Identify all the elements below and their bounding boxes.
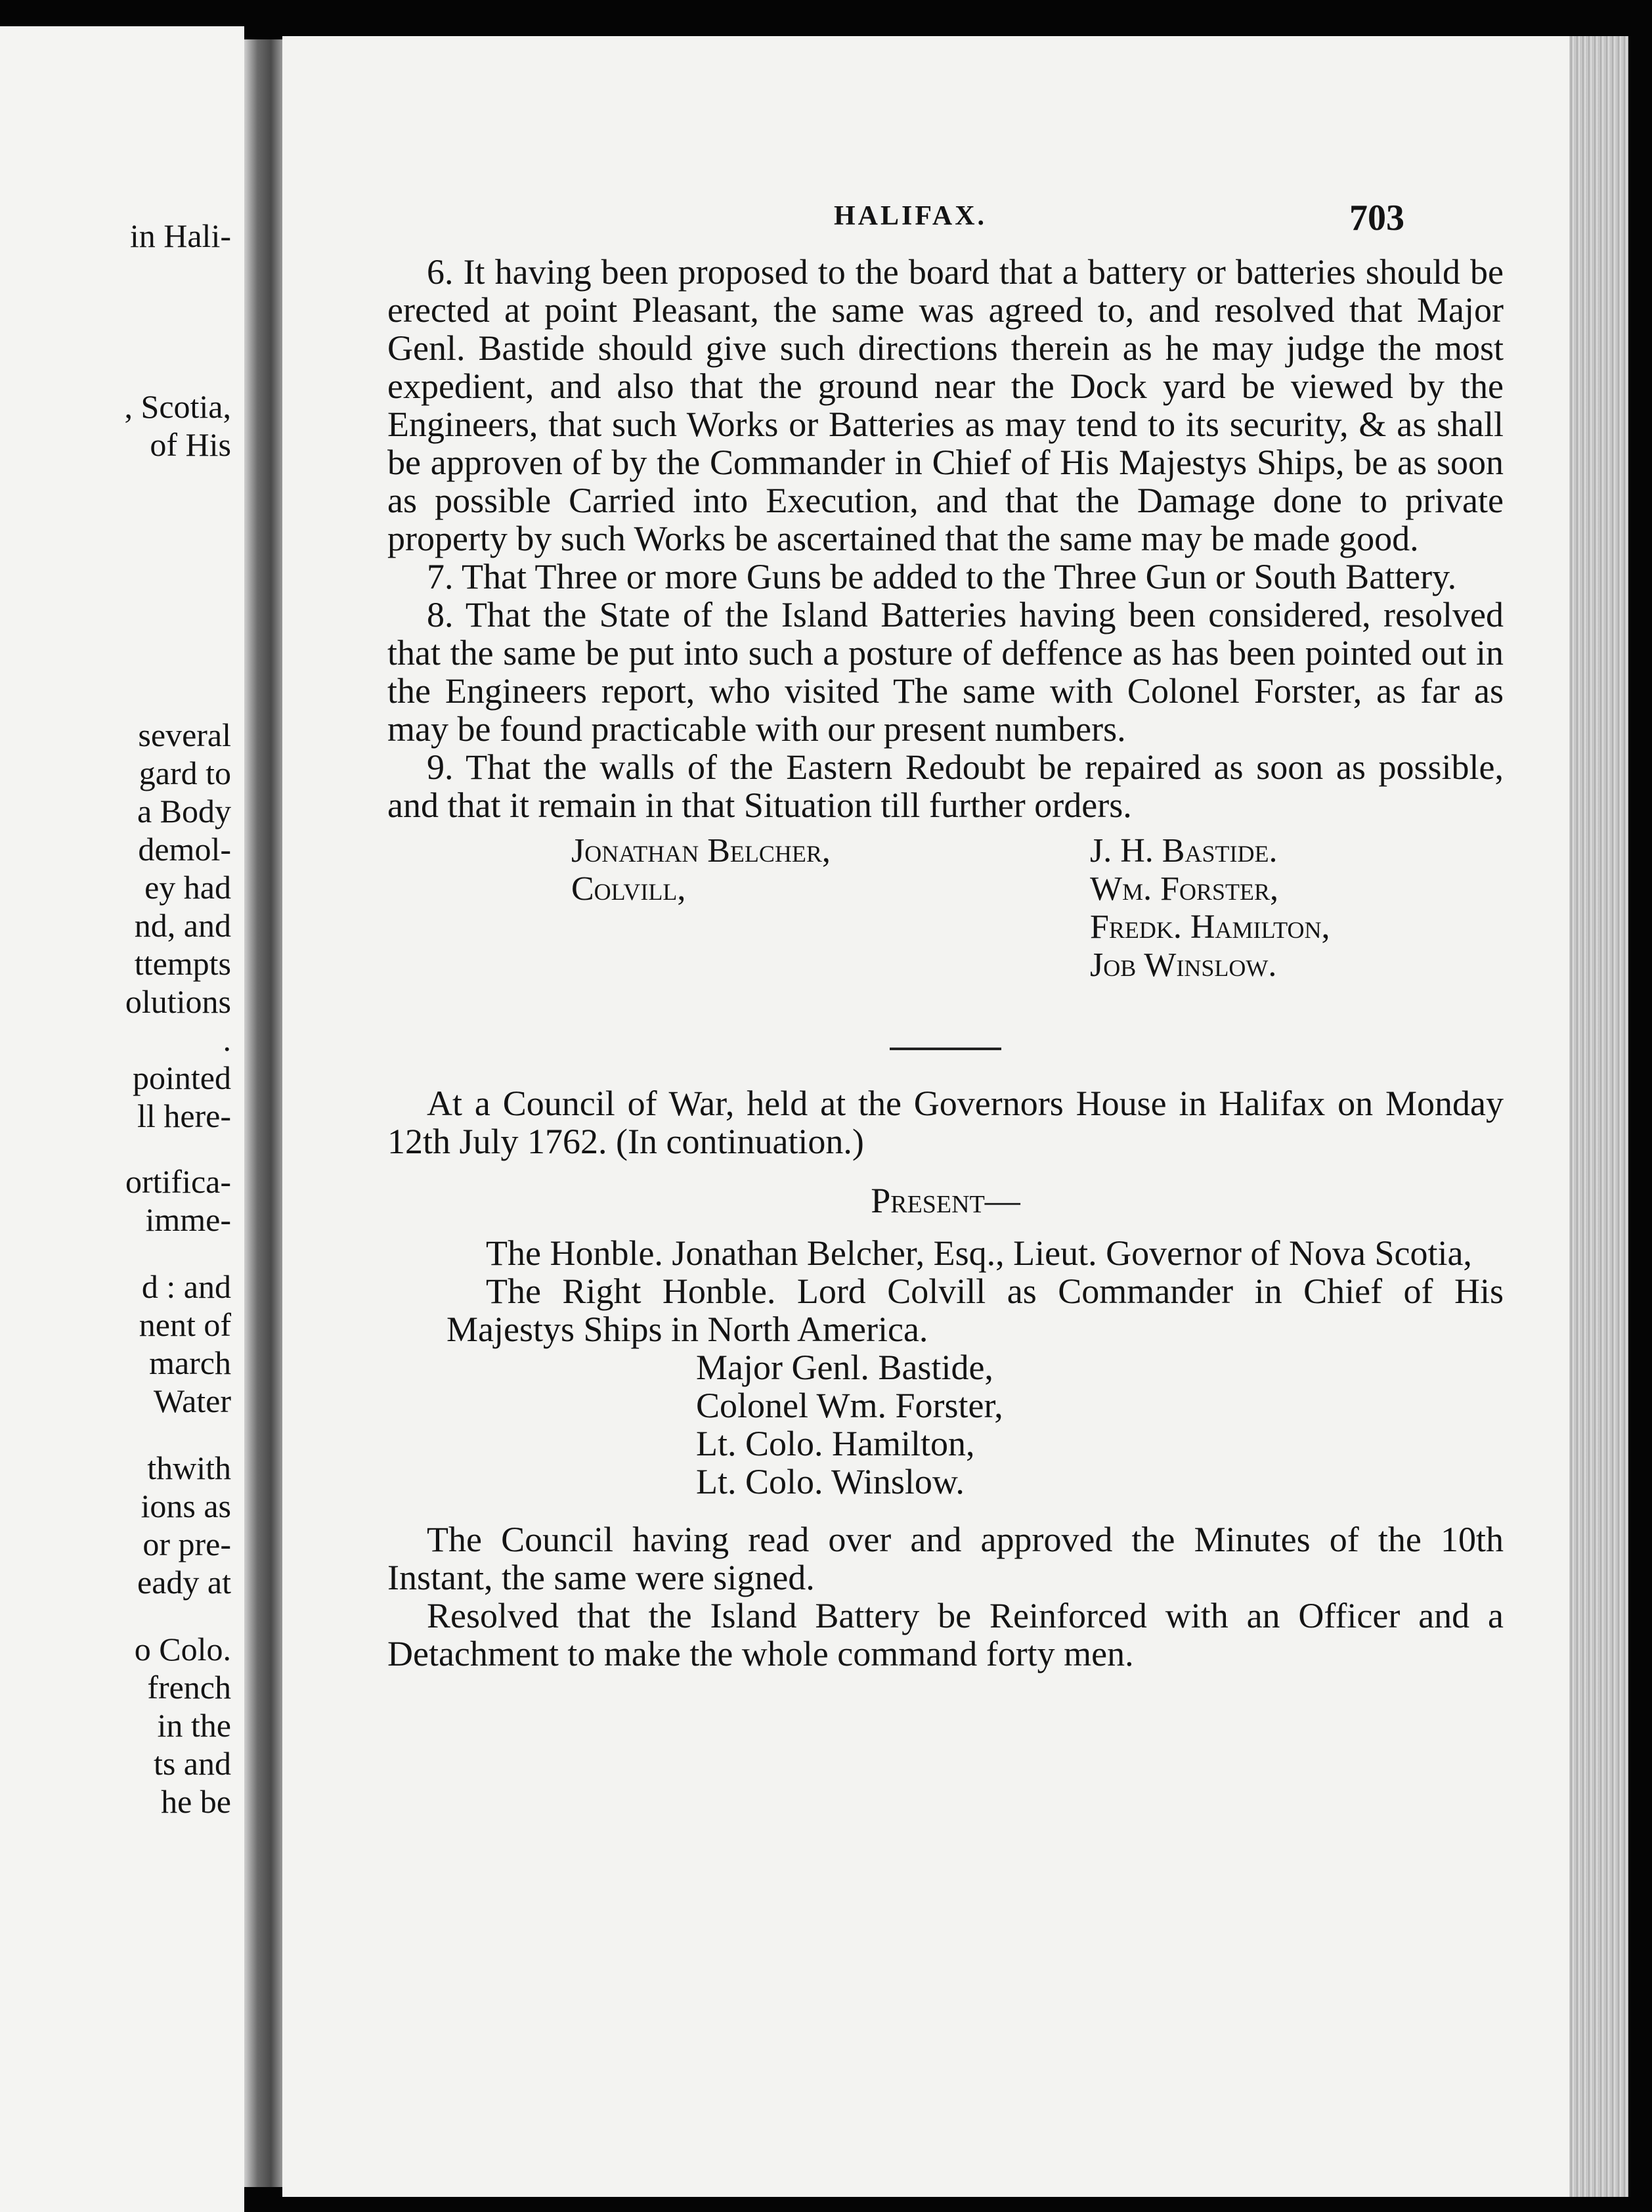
left-page-line: ions as (141, 1488, 231, 1524)
left-page-line: he be (161, 1783, 231, 1820)
signature: Job Winslow. (1090, 946, 1277, 984)
left-page-line: march (149, 1344, 231, 1381)
left-page-line: Water (153, 1382, 231, 1419)
left-page-line: or pre- (142, 1526, 231, 1562)
paragraph-7: 7. That Three or more Guns be added to the Three Gun or South Battery. (427, 557, 1457, 596)
signature: Fredk. Hamilton, (1090, 908, 1330, 946)
council-officer: Lt. Colo. Hamilton, (696, 1424, 975, 1463)
left-page-line: o Colo. (134, 1631, 231, 1668)
signatures-right (1090, 832, 1330, 984)
left-page-line: d : and (141, 1268, 231, 1305)
page-number: 703 (1349, 198, 1404, 238)
present-label: Present— (871, 1181, 1020, 1220)
left-page-line: thwith (147, 1449, 231, 1486)
body-text (387, 253, 1504, 1673)
council-member: The Right Honble. Lord Colvill as Commander in Chief of His Majestys Ships in North America. (446, 1272, 1504, 1349)
left-page-line: eady at (137, 1564, 231, 1601)
signature: Wm. Forster, (1090, 870, 1279, 908)
council-officer: Colonel Wm. Forster, (696, 1386, 1003, 1425)
signature: Colvill, (571, 870, 686, 908)
left-page-line: nent of (139, 1306, 231, 1343)
council-officer: Major Genl. Bastide, (696, 1348, 993, 1387)
left-page-line: in Hali- (129, 217, 231, 254)
paragraph-9: 9. That the walls of the Eastern Redoubt be repaired as soon as possible, and that it remain in that Situation till further orders. (387, 747, 1504, 825)
left-page-line: nd, and (134, 907, 231, 944)
left-page-line: of His (150, 426, 231, 463)
left-page-line: . (223, 1021, 231, 1058)
council-member: The Honble. Jonathan Belcher, Esq., Lieut. Governor of Nova Scotia, (486, 1233, 1472, 1273)
left-page-line: several (138, 717, 231, 753)
left-page-line: ortifica- (125, 1163, 231, 1200)
left-page-line: imme- (145, 1201, 231, 1238)
left-page-line: demol- (138, 831, 231, 868)
left-page-line: in the (157, 1707, 231, 1744)
left-page-line: pointed (133, 1059, 231, 1096)
council-heading: At a Council of War, held at the Governors House in Halifax on Monday 12th July 1762. (In continuation.) (387, 1084, 1504, 1161)
left-page-line: ts and (153, 1745, 231, 1782)
signatures (387, 832, 1504, 1029)
left-page (0, 26, 244, 2212)
section-divider (890, 1048, 1001, 1050)
page-edge (1569, 36, 1628, 2197)
right-page (282, 36, 1628, 2197)
book-gutter (244, 39, 282, 2187)
left-page-line: french (147, 1669, 231, 1706)
paragraph-6: 6. It having been proposed to the board that a battery or batteries should be erected at point Pleasant, the same was agreed to, and resolved that Major Genl. Bastide should give such directions therein as he may judge the most expedient, and also that the ground near the Dock yard be viewed by the Engineers, that such Works or Batteries as may tend to its security, & as shall be approven of by the Commander in Chief of His Majestys Ships, be as soon as possible Carried into Execution, and that the Damage done to private property by such Works be ascertained that the same may be made good. (387, 252, 1504, 558)
left-page-line: , Scotia, (124, 388, 231, 425)
signature: J. H. Bastide. (1090, 832, 1278, 870)
council-officer: Lt. Colo. Winslow. (696, 1462, 965, 1501)
resolution: Resolved that the Island Battery be Reinforced with an Officer and a Detachment to make the whole command forty men. (387, 1596, 1504, 1673)
resolution: The Council having read over and approved the Minutes of the 10th Instant, the same were signed. (387, 1520, 1504, 1597)
left-page-line: olutions (125, 983, 231, 1020)
left-page-line: gard to (139, 755, 231, 791)
left-page-line: ey had (144, 869, 231, 906)
left-page-line: a Body (137, 793, 231, 830)
left-page-line: ttempts (134, 945, 231, 982)
signatures-left (571, 832, 831, 908)
paragraph-8: 8. That the State of the Island Batteries having been considered, resolved that the same be put into such a posture of deffence as has been pointed out in the Engineers report, who visited The same with Colonel Forster, as far as may be found practicable with our present numbers. (387, 595, 1504, 749)
left-page-line: ll here- (137, 1097, 231, 1134)
running-head: HALIFAX. (834, 201, 988, 231)
signature: Jonathan Belcher, (571, 832, 831, 870)
